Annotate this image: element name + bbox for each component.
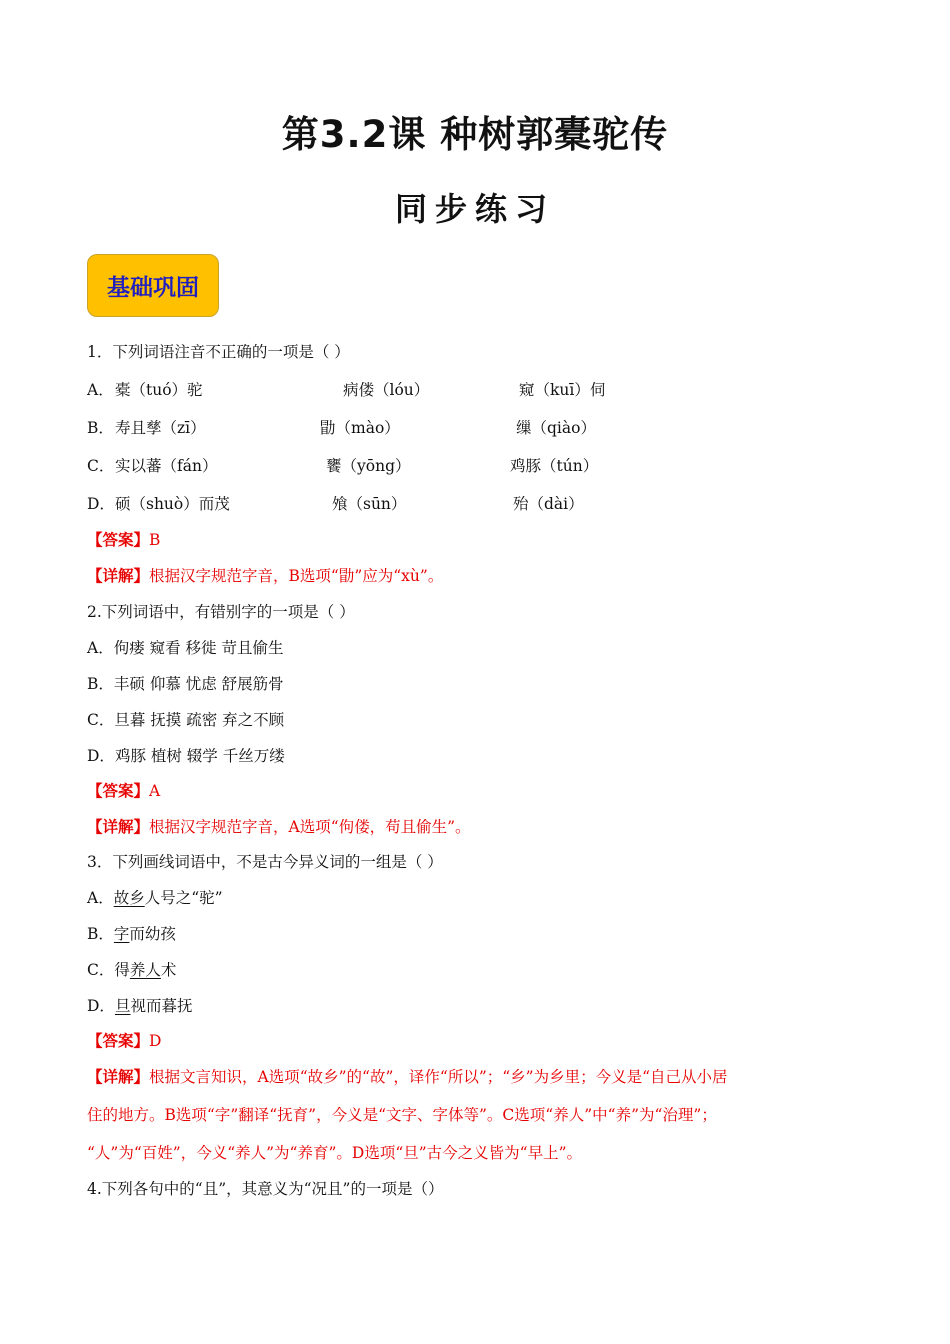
q3-option-b-post: 而幼孩 bbox=[129, 925, 176, 943]
q1-option-d-letter: D． bbox=[87, 495, 115, 513]
q3-explain-line-1 bbox=[87, 1067, 728, 1087]
q1-option-c bbox=[87, 456, 867, 476]
q3-answer-value: D bbox=[149, 1032, 162, 1050]
q3-option-d-letter: D． bbox=[87, 997, 115, 1015]
q1-answer bbox=[87, 530, 160, 550]
page-title: 第3.2课 种树郭橐驼传 bbox=[281, 113, 669, 156]
q3-option-b bbox=[87, 924, 176, 944]
q3-option-c-pre: 得 bbox=[114, 961, 130, 979]
q3-option-b-letter: B． bbox=[87, 925, 114, 943]
q3-option-c bbox=[87, 960, 176, 980]
q1-option-d-c3: 殆（dài） bbox=[513, 495, 584, 513]
q3-option-d-underlined: 旦 bbox=[114, 997, 131, 1015]
q2-explain bbox=[87, 817, 471, 837]
question-2-stem: 2.下列词语中，有错别字的一项是（ ） bbox=[87, 603, 355, 621]
q1-option-a bbox=[87, 380, 867, 400]
q2-option-b-letter: B． bbox=[87, 675, 114, 693]
question-4-stem: 4.下列各句中的“且”，其意义为“况且”的一项是（） bbox=[87, 1180, 444, 1198]
q3-explain-text-1: 根据文言知识，A选项“故乡”的“故”，译作“所以”；“乡”为乡里；今义是“自己从小居 bbox=[149, 1068, 728, 1086]
question-3-stem: 3．下列画线词语中，不是古今异义词的一组是（ ） bbox=[87, 853, 443, 871]
q2-answer bbox=[87, 781, 160, 801]
question-1-stem: 1．下列词语注音不正确的一项是（ ） bbox=[87, 343, 350, 361]
q1-option-a-c2: 病偻（lóu） bbox=[343, 381, 430, 399]
q1-option-d bbox=[87, 494, 867, 514]
q3-option-b-underlined: 字 bbox=[113, 925, 130, 943]
q1-option-a-c1: 橐（tuó）驼 bbox=[115, 381, 203, 399]
q3-option-c-underlined: 养人 bbox=[129, 961, 161, 979]
section-badge bbox=[87, 254, 219, 317]
q2-option-a bbox=[87, 638, 284, 658]
q3-explain-line-3: “人”为“百姓”，今义“养人”为“养育”。D选项“旦”古今之义皆为“早上”。 bbox=[87, 1144, 583, 1162]
q3-option-a-letter: A． bbox=[87, 889, 114, 907]
q2-option-d bbox=[87, 746, 285, 766]
q1-option-a-letter: A． bbox=[87, 381, 114, 399]
q2-option-d-text: 鸡豚 植树 辍学 千丝万缕 bbox=[114, 747, 285, 765]
q1-option-b-c3: 缫（qiào） bbox=[516, 419, 596, 437]
q2-option-c bbox=[87, 710, 284, 730]
q3-explain-line-2: 住的地方。B选项“字”翻译“抚育”，今义是“文字、字体等”。C选项“养人”中“养”为“治理”； bbox=[87, 1106, 717, 1124]
q2-option-b bbox=[87, 674, 284, 694]
q1-answer-label: 【答案】 bbox=[87, 530, 150, 549]
q1-explain-label: 【详解】 bbox=[87, 566, 150, 585]
q1-option-c-letter: C． bbox=[87, 457, 115, 475]
q3-option-d-post: 视而暮抚 bbox=[130, 997, 193, 1015]
q3-option-c-post: 术 bbox=[160, 961, 177, 979]
q2-option-b-text: 丰硕 仰慕 忧虑 舒展筋骨 bbox=[113, 675, 284, 693]
q1-option-c-c3: 鸡豚（tún） bbox=[510, 457, 599, 475]
q1-option-c-c2: 饔（yōng） bbox=[326, 457, 411, 475]
q3-answer bbox=[87, 1031, 161, 1051]
q2-option-c-letter: C． bbox=[87, 711, 115, 729]
q1-option-c-c1: 实以蕃（fán） bbox=[115, 457, 218, 475]
q1-answer-value: B bbox=[149, 531, 161, 549]
q1-option-b-c2: 勖（mào） bbox=[320, 419, 400, 437]
q2-answer-label: 【答案】 bbox=[87, 781, 150, 800]
q3-option-d bbox=[87, 996, 192, 1016]
q3-answer-label: 【答案】 bbox=[87, 1031, 150, 1050]
q1-explain bbox=[87, 566, 443, 586]
page-subtitle: 同步练习 bbox=[394, 190, 555, 228]
q3-option-a-underlined: 故乡 bbox=[113, 889, 145, 907]
q2-option-a-letter: A． bbox=[87, 639, 114, 657]
q1-option-d-c1: 硕（shuò）而茂 bbox=[115, 495, 230, 513]
q2-option-c-text: 旦暮 抚摸 疏密 弃之不顾 bbox=[114, 711, 285, 729]
q1-option-b bbox=[87, 418, 867, 438]
q2-explain-text: 根据汉字规范字音，A选项“佝偻，苟且偷生”。 bbox=[149, 818, 471, 836]
q3-explain-label: 【详解】 bbox=[87, 1067, 150, 1086]
q3-option-c-letter: C． bbox=[87, 961, 115, 979]
q1-option-d-c2: 飧（sūn） bbox=[332, 495, 407, 513]
q1-explain-text: 根据汉字规范字音，B选项“勖”应为“xù”。 bbox=[149, 567, 444, 585]
q1-option-a-c3: 窥（kuī）伺 bbox=[519, 381, 606, 399]
q2-answer-value: A bbox=[149, 782, 161, 800]
q1-option-b-c1: 寿且孳（zī） bbox=[115, 419, 206, 437]
q2-option-d-letter: D． bbox=[87, 747, 115, 765]
section-badge-label: 基础巩固 bbox=[107, 274, 199, 301]
q1-option-b-letter: B． bbox=[87, 419, 114, 437]
q2-explain-label: 【详解】 bbox=[87, 817, 150, 836]
q3-option-a-post: 人号之“驼” bbox=[144, 889, 223, 907]
q3-option-a bbox=[87, 888, 223, 908]
q2-option-a-text: 佝瘘 窥看 移徙 苛且偷生 bbox=[113, 639, 284, 657]
